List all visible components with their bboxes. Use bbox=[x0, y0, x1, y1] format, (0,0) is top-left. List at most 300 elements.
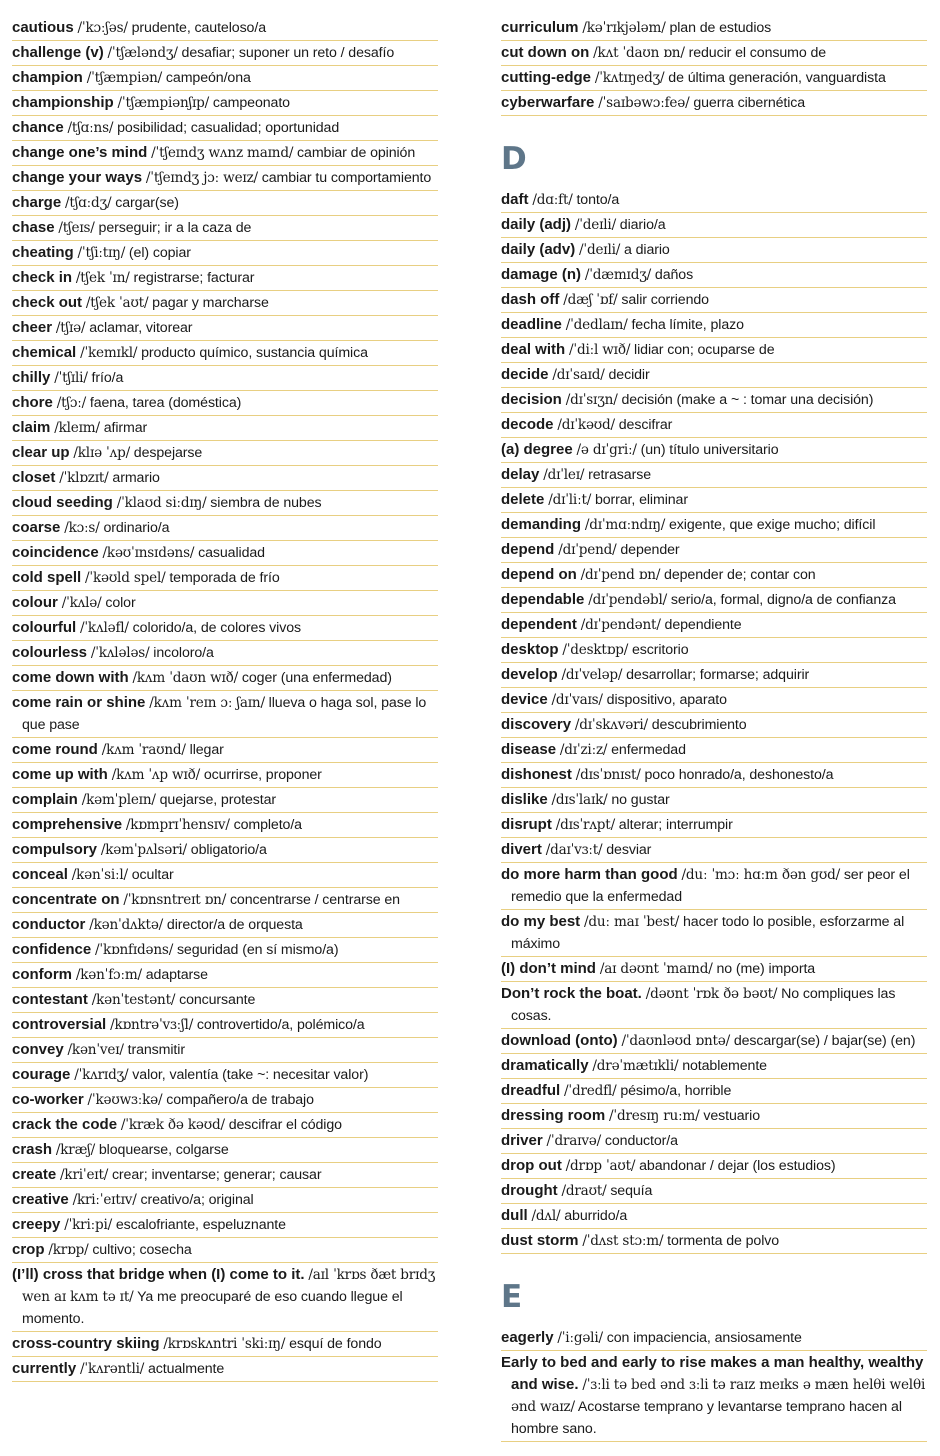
glossary-entry-decision bbox=[501, 388, 927, 413]
glossary-entry-do-more-harm-than-good bbox=[501, 863, 927, 910]
headword: clear up bbox=[12, 444, 70, 461]
headword: dependent bbox=[501, 616, 577, 633]
headword: co-worker bbox=[12, 1091, 84, 1108]
translation: pagar y marcharse bbox=[152, 295, 269, 311]
pronunciation: /ˈkʌlələs/ bbox=[90, 645, 150, 661]
pronunciation: /ˈklaʊd siːdɪŋ/ bbox=[116, 495, 207, 511]
headword: change your ways bbox=[12, 169, 143, 186]
glossary-entry-delete bbox=[501, 488, 927, 513]
glossary-entry-compulsory bbox=[12, 838, 438, 863]
glossary-entry-curriculum bbox=[501, 16, 927, 41]
glossary-entry-concentrate-on bbox=[12, 888, 438, 913]
glossary-entry-dramatically bbox=[501, 1054, 927, 1079]
glossary-entry-conform bbox=[12, 963, 438, 988]
headword: Early to bed and early to rise makes a man healthy, wealthy and wise. bbox=[501, 1354, 924, 1393]
headword: colour bbox=[12, 594, 58, 611]
pronunciation: /dɑːft/ bbox=[532, 192, 573, 208]
translation: hacer todo lo posible, esforzarme al máximo bbox=[511, 914, 905, 952]
pronunciation: /kəˈrɪkjələm/ bbox=[582, 20, 666, 36]
translation: (el) copiar bbox=[128, 245, 191, 261]
headword: closet bbox=[12, 469, 56, 486]
headword: desktop bbox=[501, 641, 559, 658]
headword: currently bbox=[12, 1360, 77, 1377]
pronunciation: /tʃɔː/ bbox=[56, 395, 87, 411]
translation: alterar; interrumpir bbox=[618, 817, 733, 833]
pronunciation: /ˈdiːl wɪð/ bbox=[569, 342, 631, 358]
headword: cut down on bbox=[501, 44, 590, 61]
translation: cargar(se) bbox=[115, 195, 179, 211]
pronunciation: /tʃek ˈɪn/ bbox=[75, 270, 130, 286]
translation: reducir el consumo de bbox=[688, 45, 827, 61]
pronunciation: /tʃɪə/ bbox=[55, 320, 86, 336]
pronunciation: /ˈkəʊwɜːkə/ bbox=[87, 1092, 163, 1108]
pronunciation: /kʌt ˈdaʊn ɒn/ bbox=[593, 45, 685, 61]
pronunciation: /ˈtʃeɪndʒ wʌnz maɪnd/ bbox=[151, 145, 294, 161]
headword: damage (n) bbox=[501, 266, 582, 283]
pronunciation: /kʌm ˈʌp wɪð/ bbox=[111, 767, 200, 783]
headword: (a) degree bbox=[501, 441, 573, 458]
translation: Ya me preocuparé de eso cuando llegue el momento. bbox=[22, 1289, 403, 1327]
pronunciation: /ˈkræk ðə kəʊd/ bbox=[120, 1117, 225, 1133]
pronunciation: /dɪˈliːt/ bbox=[548, 492, 592, 508]
headword: challenge (v) bbox=[12, 44, 104, 61]
glossary-entry-courage bbox=[12, 1063, 438, 1088]
pronunciation: /aɪ dəʊnt ˈmaɪnd/ bbox=[599, 961, 713, 977]
translation: aclamar, vitorear bbox=[89, 320, 193, 336]
pronunciation: /ˈkʌrɪdʒ/ bbox=[74, 1067, 129, 1083]
translation: notablemente bbox=[682, 1058, 767, 1074]
headword: daily (adj) bbox=[501, 216, 572, 233]
pronunciation: /ˈdresɪŋ ruːm/ bbox=[609, 1108, 700, 1124]
pronunciation: /dɪˈskʌvəri/ bbox=[574, 717, 648, 733]
pronunciation: /ˈdʌst stɔːm/ bbox=[582, 1233, 664, 1249]
headword: curriculum bbox=[501, 19, 579, 36]
translation: despejarse bbox=[133, 445, 203, 461]
translation: dependiente bbox=[664, 617, 742, 633]
glossary-entry-dependent bbox=[501, 613, 927, 638]
headword: daft bbox=[501, 191, 529, 208]
translation: controvertido/a, polémico/a bbox=[196, 1017, 365, 1033]
translation: daños bbox=[654, 267, 694, 283]
translation: enfermedad bbox=[611, 742, 686, 758]
pronunciation: /dɪˈpendəbl/ bbox=[588, 592, 668, 608]
headword: check in bbox=[12, 269, 73, 286]
glossary-entry-do-my-best bbox=[501, 910, 927, 957]
glossary-entry-colour bbox=[12, 591, 438, 616]
translation: diario/a bbox=[619, 217, 666, 233]
glossary-entry-colourful bbox=[12, 616, 438, 641]
pronunciation: /dɪˈsɪʒn/ bbox=[565, 392, 618, 408]
glossary-entry-daily-adj bbox=[501, 213, 927, 238]
glossary-entry-cutting-edge bbox=[501, 66, 927, 91]
headword: chase bbox=[12, 219, 55, 236]
glossary-entry-colourless bbox=[12, 641, 438, 666]
glossary-entry-currently bbox=[12, 1357, 438, 1382]
glossary-entry-come-rain-or-shine bbox=[12, 691, 438, 738]
headword: come rain or shine bbox=[12, 694, 146, 711]
pronunciation: /kənˈdʌktə/ bbox=[89, 917, 164, 933]
pronunciation: /klɪə ˈʌp/ bbox=[73, 445, 130, 461]
pronunciation: /kʌm ˈreɪn ɔː ʃaɪn/ bbox=[149, 695, 265, 711]
glossary-entry-dislike bbox=[501, 788, 927, 813]
headword: do my best bbox=[501, 913, 581, 930]
headword: coarse bbox=[12, 519, 61, 536]
translation: escalofriante, espeluznante bbox=[115, 1217, 286, 1233]
glossary-column-left bbox=[12, 16, 438, 1382]
pronunciation: /ˈklɒzɪt/ bbox=[59, 470, 109, 486]
pronunciation: /kəmˈpleɪn/ bbox=[81, 792, 156, 808]
pronunciation: /dɪˈleɪ/ bbox=[543, 467, 585, 483]
translation: bloquearse, colgarse bbox=[98, 1142, 229, 1158]
headword: cloud seeding bbox=[12, 494, 113, 511]
glossary-entry-decide bbox=[501, 363, 927, 388]
pronunciation: /dʌl/ bbox=[531, 1208, 561, 1224]
translation: a diario bbox=[623, 242, 670, 258]
glossary-entry-come-up-with bbox=[12, 763, 438, 788]
pronunciation: /dɪˈpend ɒn/ bbox=[580, 567, 661, 583]
headword: decode bbox=[501, 416, 554, 433]
translation: incoloro/a bbox=[153, 645, 214, 661]
glossary-entry-come-down-with bbox=[12, 666, 438, 691]
headword: do more harm than good bbox=[501, 866, 678, 883]
headword: daily (adv) bbox=[501, 241, 576, 258]
translation: poco honrado/a, deshonesto/a bbox=[644, 767, 834, 783]
translation: con impaciencia, ansiosamente bbox=[606, 1330, 802, 1346]
translation: posibilidad; casualidad; oportunidad bbox=[117, 120, 340, 136]
pronunciation: /kʌm ˈraʊnd/ bbox=[101, 742, 186, 758]
pronunciation: /kənˈsiːl/ bbox=[71, 867, 128, 883]
translation: descifrar el código bbox=[228, 1117, 342, 1133]
glossary-entry-conductor bbox=[12, 913, 438, 938]
pronunciation: /dɪsˈrʌpt/ bbox=[555, 817, 615, 833]
translation: lidiar con; ocuparse de bbox=[634, 342, 775, 358]
headword: come down with bbox=[12, 669, 129, 686]
glossary-entry-dash-off bbox=[501, 288, 927, 313]
headword: comprehensive bbox=[12, 816, 123, 833]
glossary-entry-cautious bbox=[12, 16, 438, 41]
translation: decidir bbox=[608, 367, 650, 383]
translation: casualidad bbox=[198, 545, 265, 561]
glossary-entry-dressing-room bbox=[501, 1104, 927, 1129]
glossary-entry-check-out bbox=[12, 291, 438, 316]
translation: abandonar / dejar (los estudios) bbox=[639, 1158, 836, 1174]
headword: compulsory bbox=[12, 841, 98, 858]
pronunciation: /dɪˈvaɪs/ bbox=[551, 692, 603, 708]
headword: change one’s mind bbox=[12, 144, 148, 161]
translation: serio/a, formal, digno/a de confianza bbox=[670, 592, 896, 608]
pronunciation: /dəʊnt ˈrɒk ðə bəʊt/ bbox=[645, 986, 778, 1002]
translation: siembra de nubes bbox=[210, 495, 322, 511]
headword: cold spell bbox=[12, 569, 82, 586]
glossary-entry-cheer bbox=[12, 316, 438, 341]
headword: cyberwarfare bbox=[501, 94, 595, 111]
headword: confidence bbox=[12, 941, 92, 958]
glossary-entry-dreadful bbox=[501, 1079, 927, 1104]
glossary-entry-discovery bbox=[501, 713, 927, 738]
glossary-entry-daft bbox=[501, 188, 927, 213]
headword: disrupt bbox=[501, 816, 552, 833]
glossary-entry-co-worker bbox=[12, 1088, 438, 1113]
headword: conform bbox=[12, 966, 72, 983]
pronunciation: /kənˈveɪ/ bbox=[67, 1042, 124, 1058]
translation: conductor/a bbox=[604, 1133, 678, 1149]
headword: controversial bbox=[12, 1016, 107, 1033]
headword: concentrate on bbox=[12, 891, 120, 908]
headword: conceal bbox=[12, 866, 68, 883]
translation: seguridad (en sí mismo/a) bbox=[176, 942, 339, 958]
pronunciation: /ˈkriːpi/ bbox=[64, 1217, 113, 1233]
glossary-entry-cheating bbox=[12, 241, 438, 266]
pronunciation: /aɪl ˈkrɒs ðæt brɪdʒ wen aɪ kʌm tə ɪt/ bbox=[22, 1267, 436, 1305]
pronunciation: /ˈkemɪkl/ bbox=[80, 345, 138, 361]
pronunciation: /kənˈfɔːm/ bbox=[75, 967, 142, 983]
headword: dressing room bbox=[501, 1107, 606, 1124]
headword: chore bbox=[12, 394, 53, 411]
pronunciation: /ˈdeɪli/ bbox=[579, 242, 621, 258]
glossary-entry-dishonest bbox=[501, 763, 927, 788]
glossary-entry-charge bbox=[12, 191, 438, 216]
headword: check out bbox=[12, 294, 83, 311]
glossary-entry-early-to-bed-and-early-to-rise-makes-a-m bbox=[501, 1351, 927, 1442]
pronunciation: /duː ˈmɔː hɑːm ðən gʊd/ bbox=[681, 867, 840, 883]
translation: desarrollar; formarse; adquirir bbox=[626, 667, 810, 683]
translation: vestuario bbox=[703, 1108, 761, 1124]
translation: ordinario/a bbox=[103, 520, 170, 536]
headword: crack the code bbox=[12, 1116, 118, 1133]
pronunciation: /ˈkɔːʃəs/ bbox=[77, 20, 128, 36]
glossary-entry-driver bbox=[501, 1129, 927, 1154]
headword: develop bbox=[501, 666, 558, 683]
pronunciation: /dɪˈveləp/ bbox=[561, 667, 623, 683]
translation: aburrido/a bbox=[564, 1208, 628, 1224]
headword: cross-country skiing bbox=[12, 1335, 160, 1352]
pronunciation: /ˈtʃɪli/ bbox=[54, 370, 88, 386]
translation: llueva o haga sol, pase lo que pase bbox=[22, 695, 427, 733]
glossary-entry-cyberwarfare bbox=[501, 91, 927, 116]
headword: colourless bbox=[12, 644, 88, 661]
pronunciation: /drəˈmætɪkli/ bbox=[592, 1058, 679, 1074]
glossary-entry-clear-up bbox=[12, 441, 438, 466]
headword: championship bbox=[12, 94, 114, 111]
headword: creepy bbox=[12, 1216, 61, 1233]
headword: chilly bbox=[12, 369, 51, 386]
translation: descubrimiento bbox=[651, 717, 747, 733]
translation: depender de; contar con bbox=[664, 567, 816, 583]
glossary-entry-convey bbox=[12, 1038, 438, 1063]
glossary-entry-cold-spell bbox=[12, 566, 438, 591]
pronunciation: /tʃek ˈaʊt/ bbox=[85, 295, 149, 311]
glossary-entry-controversial bbox=[12, 1013, 438, 1038]
headword: chemical bbox=[12, 344, 77, 361]
translation: transmitir bbox=[127, 1042, 185, 1058]
glossary-entry-disease bbox=[501, 738, 927, 763]
translation: plan de estudios bbox=[669, 20, 772, 36]
glossary-entry-cut-down-on bbox=[501, 41, 927, 66]
pronunciation: /kriˈeɪt/ bbox=[60, 1167, 109, 1183]
glossary-entry-creative bbox=[12, 1188, 438, 1213]
headword: charge bbox=[12, 194, 62, 211]
translation: campeonato bbox=[212, 95, 290, 111]
pronunciation: /kræʃ/ bbox=[55, 1142, 96, 1158]
headword: dreadful bbox=[501, 1082, 561, 1099]
headword: device bbox=[501, 691, 548, 708]
glossary-entry-desktop bbox=[501, 638, 927, 663]
translation: ser peor el remedio que la enfermedad bbox=[511, 867, 910, 905]
translation: completo/a bbox=[233, 817, 302, 833]
glossary-entry-dependable bbox=[501, 588, 927, 613]
translation: actualmente bbox=[147, 1361, 225, 1377]
headword: depend on bbox=[501, 566, 577, 583]
glossary-entry-closet bbox=[12, 466, 438, 491]
pronunciation: /kleɪm/ bbox=[54, 420, 100, 436]
glossary-entry-i-don-t-mind bbox=[501, 957, 927, 982]
pronunciation: /ˈdæmɪdʒ/ bbox=[584, 267, 652, 283]
headword: crop bbox=[12, 1241, 45, 1258]
translation: temporada de frío bbox=[169, 570, 280, 586]
headword: eagerly bbox=[501, 1329, 554, 1346]
translation: tormenta de polvo bbox=[667, 1233, 780, 1249]
glossary-entry-change-one-s-mind bbox=[12, 141, 438, 166]
translation: faena, tarea (doméstica) bbox=[89, 395, 242, 411]
translation: cambiar de opinión bbox=[297, 145, 416, 161]
headword: convey bbox=[12, 1041, 64, 1058]
glossary-entry-crop bbox=[12, 1238, 438, 1263]
translation: adaptarse bbox=[145, 967, 208, 983]
translation: concursante bbox=[179, 992, 256, 1008]
glossary-entry-device bbox=[501, 688, 927, 713]
headword: cutting-edge bbox=[501, 69, 591, 86]
glossary-entry-challenge-v bbox=[12, 41, 438, 66]
headword: dramatically bbox=[501, 1057, 589, 1074]
glossary-entry-confidence bbox=[12, 938, 438, 963]
pronunciation: /kəmˈpʌlsəri/ bbox=[100, 842, 187, 858]
glossary-entry-cloud-seeding bbox=[12, 491, 438, 516]
pronunciation: /ˈiːgəli/ bbox=[557, 1330, 603, 1346]
pronunciation: /kəʊˈɪnsɪdəns/ bbox=[102, 545, 195, 561]
glossary-entry-depend-on bbox=[501, 563, 927, 588]
translation: frío/a bbox=[91, 370, 124, 386]
glossary-entry-come-round bbox=[12, 738, 438, 763]
headword: divert bbox=[501, 841, 542, 858]
pronunciation: /ˈkʌləfl/ bbox=[80, 620, 129, 636]
headword: courage bbox=[12, 1066, 71, 1083]
translation: desviar bbox=[606, 842, 652, 858]
glossary-entry-don-t-rock-the-boat bbox=[501, 982, 927, 1029]
headword: complain bbox=[12, 791, 78, 808]
glossary-entry-conceal bbox=[12, 863, 438, 888]
glossary-entry-championship bbox=[12, 91, 438, 116]
pronunciation: /ˈdesktɒp/ bbox=[562, 642, 629, 658]
pronunciation: /ˈtʃiːtɪŋ/ bbox=[77, 245, 126, 261]
translation: depender bbox=[620, 542, 680, 558]
headword: conductor bbox=[12, 916, 86, 933]
headword: decide bbox=[501, 366, 549, 383]
glossary-entry-crack-the-code bbox=[12, 1113, 438, 1138]
headword: drop out bbox=[501, 1157, 562, 1174]
translation: afirmar bbox=[103, 420, 148, 436]
headword: come round bbox=[12, 741, 98, 758]
headword: cautious bbox=[12, 19, 74, 36]
pronunciation: /krɒp/ bbox=[48, 1242, 89, 1258]
translation: esquí de fondo bbox=[289, 1336, 382, 1352]
translation: armario bbox=[112, 470, 160, 486]
pronunciation: /duː maɪ ˈbest/ bbox=[584, 914, 680, 930]
translation: cambiar tu comportamiento bbox=[261, 170, 432, 186]
headword: deadline bbox=[501, 316, 562, 333]
glossary-entry-dust-storm bbox=[501, 1229, 927, 1254]
translation: escritorio bbox=[631, 642, 689, 658]
translation: Acostarse temprano y levantarse temprano hacen al hombre sano. bbox=[511, 1399, 902, 1437]
pronunciation: /ˈkɒnsntreɪt ɒn/ bbox=[123, 892, 227, 908]
translation: concentrarse / centrarse en bbox=[229, 892, 400, 908]
headword: driver bbox=[501, 1132, 543, 1149]
translation: no gustar bbox=[611, 792, 670, 808]
headword: depend bbox=[501, 541, 555, 558]
pronunciation: /dɪˈpend/ bbox=[558, 542, 617, 558]
glossary-entry-dull bbox=[501, 1204, 927, 1229]
headword: delay bbox=[501, 466, 540, 483]
headword: create bbox=[12, 1166, 57, 1183]
pronunciation: /kɒntrəˈvɜːʃl/ bbox=[110, 1017, 194, 1033]
headword: coincidence bbox=[12, 544, 99, 561]
translation: registrarse; facturar bbox=[133, 270, 255, 286]
glossary-entry-divert bbox=[501, 838, 927, 863]
headword: download (onto) bbox=[501, 1032, 618, 1049]
glossary-entry-creepy bbox=[12, 1213, 438, 1238]
headword: come up with bbox=[12, 766, 108, 783]
glossary-entry-coincidence bbox=[12, 541, 438, 566]
translation: no (me) importa bbox=[716, 961, 816, 977]
pronunciation: /ˈkʌtɪŋedʒ/ bbox=[594, 70, 665, 86]
headword: decision bbox=[501, 391, 562, 408]
pronunciation: /ˈtʃeɪndʒ jɔː weɪz/ bbox=[145, 170, 258, 186]
glossary-entry-chilly bbox=[12, 366, 438, 391]
glossary-entry-decode bbox=[501, 413, 927, 438]
translation: exigente, que exige mucho; difícil bbox=[668, 517, 876, 533]
pronunciation: /krɒskʌntri ˈskiːɪŋ/ bbox=[163, 1336, 286, 1352]
translation: valor, valentía (take ~: necesitar valor) bbox=[132, 1067, 369, 1083]
glossary-column-right bbox=[501, 16, 927, 1442]
headword: contestant bbox=[12, 991, 88, 1008]
glossary-entry-claim bbox=[12, 416, 438, 441]
headword: colourful bbox=[12, 619, 77, 636]
headword: chance bbox=[12, 119, 64, 136]
pronunciation: /kənˈtestənt/ bbox=[91, 992, 176, 1008]
headword: creative bbox=[12, 1191, 69, 1208]
pronunciation: /ˈdraɪvə/ bbox=[546, 1133, 602, 1149]
pronunciation: /dɪˈkəʊd/ bbox=[557, 417, 615, 433]
headword: Don’t rock the boat. bbox=[501, 985, 642, 1002]
translation: prudente, cauteloso/a bbox=[131, 20, 266, 36]
glossary-entry-deadline bbox=[501, 313, 927, 338]
headword: dull bbox=[501, 1207, 528, 1224]
translation: descargar(se) / bajar(se) (en) bbox=[733, 1033, 916, 1049]
glossary-entry-chase bbox=[12, 216, 438, 241]
headword: dash off bbox=[501, 291, 560, 308]
translation: sequía bbox=[610, 1183, 653, 1199]
headword: discovery bbox=[501, 716, 572, 733]
glossary-entry-download-onto bbox=[501, 1029, 927, 1054]
headword: dust storm bbox=[501, 1232, 579, 1249]
glossary-entry-comprehensive bbox=[12, 813, 438, 838]
translation: quejarse, protestar bbox=[159, 792, 277, 808]
translation: No compliques las cosas. bbox=[511, 986, 896, 1024]
headword: cheating bbox=[12, 244, 74, 261]
glossary-entry-cross-country-skiing bbox=[12, 1332, 438, 1357]
pronunciation: /dɪˈmɑːndɪŋ/ bbox=[584, 517, 666, 533]
pronunciation: /tʃeɪs/ bbox=[58, 220, 95, 236]
pronunciation: /kriːˈeɪtɪv/ bbox=[72, 1192, 137, 1208]
